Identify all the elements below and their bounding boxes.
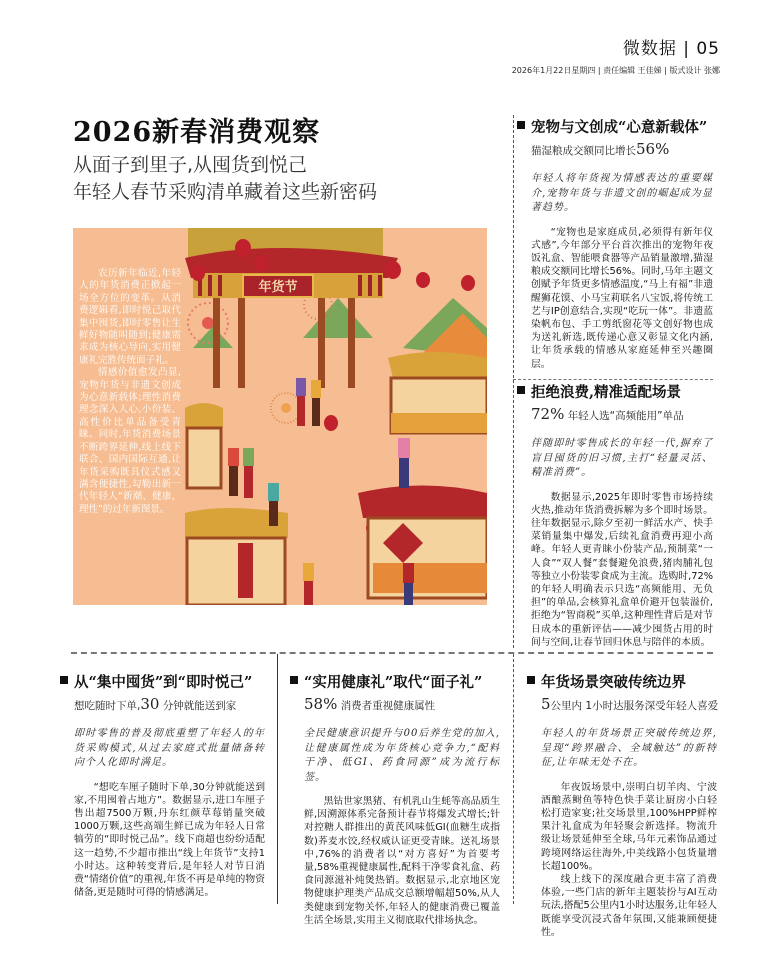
article-heading: 拒绝浪费,精准适配场景 <box>531 384 682 401</box>
article-lead: 伴随即时零售成长的年轻一代,摒弃了盲目囤货的旧习惯,主打“轻量灵活、精准消费”。 <box>531 438 713 478</box>
column-divider <box>277 654 278 904</box>
bullet-square-icon <box>527 676 535 684</box>
intro-paragraph: 农历新年临近,年轻人的年货消费正掀起一场全方位的变革。从消费逻辑看,即时悦己取代集中囤货,即时零售让生鲜好物随叫随到;健康需求成为核心导向,实用健康礼完胜传统面子礼。 <box>79 268 181 366</box>
article-body: 数据显示,2025年即时零售市场持续火热,推动年货消费拆解为多个即时场景。往年数据显示,除夕至初一鲜活水产、快手菜销量集中爆发,后续礼盒消费再迎小高峰。年轻人更青睐小份装产品,预制菜“一人食”“双人餐”套餐避免浪费,猪肉脯礼包等独立小份装零食成为主流。选购时,72%的年轻人明确表示只选“高频能用、无负担”的单品,会核算礼盒单价避开包装溢价,拒绝为“智商税”买单,这种理性背后是对节日成本的重新评估——减少囤货占用的时间与空间,让春节回归休息与陪伴的本质。 <box>531 491 713 648</box>
article-body: “宠物也是家庭成员,必须得有新年仪式感”,今年部分平台首次推出的宠物年夜饭礼盒、智能喂食器等产品销量激增,猫湿粮成交额同比增长56%。同时,马年主题文创赋予年货更多情感温度,“马上有福”非遗醒狮花馍、小马宝莉联名八宝饭,将传统工艺与IP创意结合,实现“吃玩一体”。非遗蓝染帆布包、手工剪纸窗花等文创好物也成为送礼新选,既传递心意又彰显文化内涵,让年货承载的情感从家庭延伸至兴趣圈层。 <box>531 226 713 370</box>
page-title: 2026新春消费观察 <box>73 117 321 148</box>
subtitle-line-2: 年轻人春节采购清单藏着这些新密码 <box>73 181 378 203</box>
article-subheading: 想吃随时下单,30 分钟就能送到家 <box>74 695 237 713</box>
article-body: 黑钻世家黑猪、有机乳山生蚝等高品质生鲜,因溯源体系完备预计春节将爆发式增长;针对控糖人群推出的黄芪风味低GI(血糖生成指数)荞麦水饺,经权威认证更受青睐。送礼场景中,76%的消费者以“对方喜好”为首要考量,58%重视健康属性,配料干净零食礼盒、药食同源滋补炖煲热销。数据显示,北京地区宠物健康护理类产品成交总额增幅超50%,从人类健康到宠物关怀,年轻人的健康消费已覆盖生活全场景,实用主义彻底取代排场执念。 <box>304 796 500 926</box>
bullet-square-icon <box>60 676 68 684</box>
article-heading: 年货场景突破传统边界 <box>541 674 686 691</box>
article-subheading: 72% 年轻人选“高频能用”单品 <box>531 405 684 423</box>
intro-paragraph: 情感价值愈发凸显,宠物年货与非遗文创成为心意新载体;理性消费理念深入人心,小份装、高性价比单品备受青睐。同时,年货消费场景不断跨界延伸,线上线下联合、国内国际互通,让年货采购既具仪式感又满含便捷性,勾勒出新一代年轻人“新潮、健康、理性”的过年新图景。 <box>79 367 181 515</box>
subtitle-line-1: 从面子到里子,从囤货到悦己 <box>73 154 308 176</box>
market-sign-text: 年货节 <box>258 280 298 295</box>
article-subheading: 猫湿粮成交额同比增长56% <box>531 140 670 158</box>
article-lead: 即时零售的普及彻底重塑了年轻人的年货采购模式,从过去家庭式批量储备转向个人化即时满足。 <box>74 728 265 768</box>
article-pets-and-crafts <box>517 119 713 371</box>
bullet-square-icon <box>290 676 298 684</box>
article-subheading: 5公里内 1小时达服务深受年轻人喜爱 <box>541 695 719 713</box>
page-masthead: 微数据 | 05 <box>622 39 720 59</box>
article-heading: “实用健康礼”取代“面子礼” <box>304 674 483 691</box>
article-heading: 宠物与文创成“心意新载体” <box>531 119 708 136</box>
article-lead: 年轻人将年货视为情感表达的重要媒介,宠物年货与非遗文创的崛起成为显著趋势。 <box>531 173 713 213</box>
article-body: “想吃车厘子随时下单,30分钟就能送到家,不用囤着占地方”。数据显示,进口车厘子售出超7500万颗,丹东红颜草莓销量突破1000万颗,这些高端生鲜已成为年轻人日常犒劳的“即时悦己品”。线下商超也纷纷适配这一趋势,不少超市推出“线上年货节”支持1小时达。这种转变背后,是年轻人对节日消费“情绪价值”的重视,年货不再是单纯的物资储备,更是随时可得的情感满足。 <box>74 781 265 899</box>
section-divider <box>513 379 713 380</box>
dateline: 2026年1月22日星期四 | 责任编辑 王佳娣 | 版式设计 张娜 <box>511 66 720 75</box>
article-lead: 年轻人的年货场景正突破传统边界,呈现“跨界融合、全域触达”的新特征,让年味无处不在。 <box>541 728 717 768</box>
new-year-market-illustration <box>73 228 487 605</box>
article-instant-retail <box>60 674 265 899</box>
section-divider <box>71 652 713 654</box>
article-healthy-gifts <box>290 674 500 927</box>
article-new-scenes <box>527 674 717 939</box>
article-heading: 从“集中囤货”到“即时悦己” <box>74 674 253 691</box>
column-divider <box>513 115 514 648</box>
bullet-square-icon <box>517 386 525 394</box>
article-body: 年夜饭场景中,崇明白切羊肉、宁波酒酿蒸鲥鱼等特色快手菜让厨房小白轻松打造家宴;社交场景里,100%HPP鲜榨果汁礼盒成为年轻聚会新选择。物流升级让场景延伸至全球,马年元素饰品通过跨境网络运往海外,中美线路小包货量增长超100%。 线上线下的深度融合更丰富了消费体验,一些门店的新年主题装扮与AI互动玩法,搭配5公里内1小时达服务,让年轻人既能享受沉浸式备年氛围,又能兼顾便捷性。 <box>541 781 717 938</box>
intro-text <box>79 268 181 516</box>
article-lead: 全民健康意识提升与00后养生党的加入,让健康属性成为年货核心竞争力,“配料干净、低GI、药食同源”成为流行标签。 <box>304 728 500 783</box>
bullet-square-icon <box>517 121 525 129</box>
article-subheading: 58% 消费者重视健康属性 <box>304 695 436 713</box>
article-no-waste <box>517 384 713 649</box>
column-divider <box>513 654 514 904</box>
